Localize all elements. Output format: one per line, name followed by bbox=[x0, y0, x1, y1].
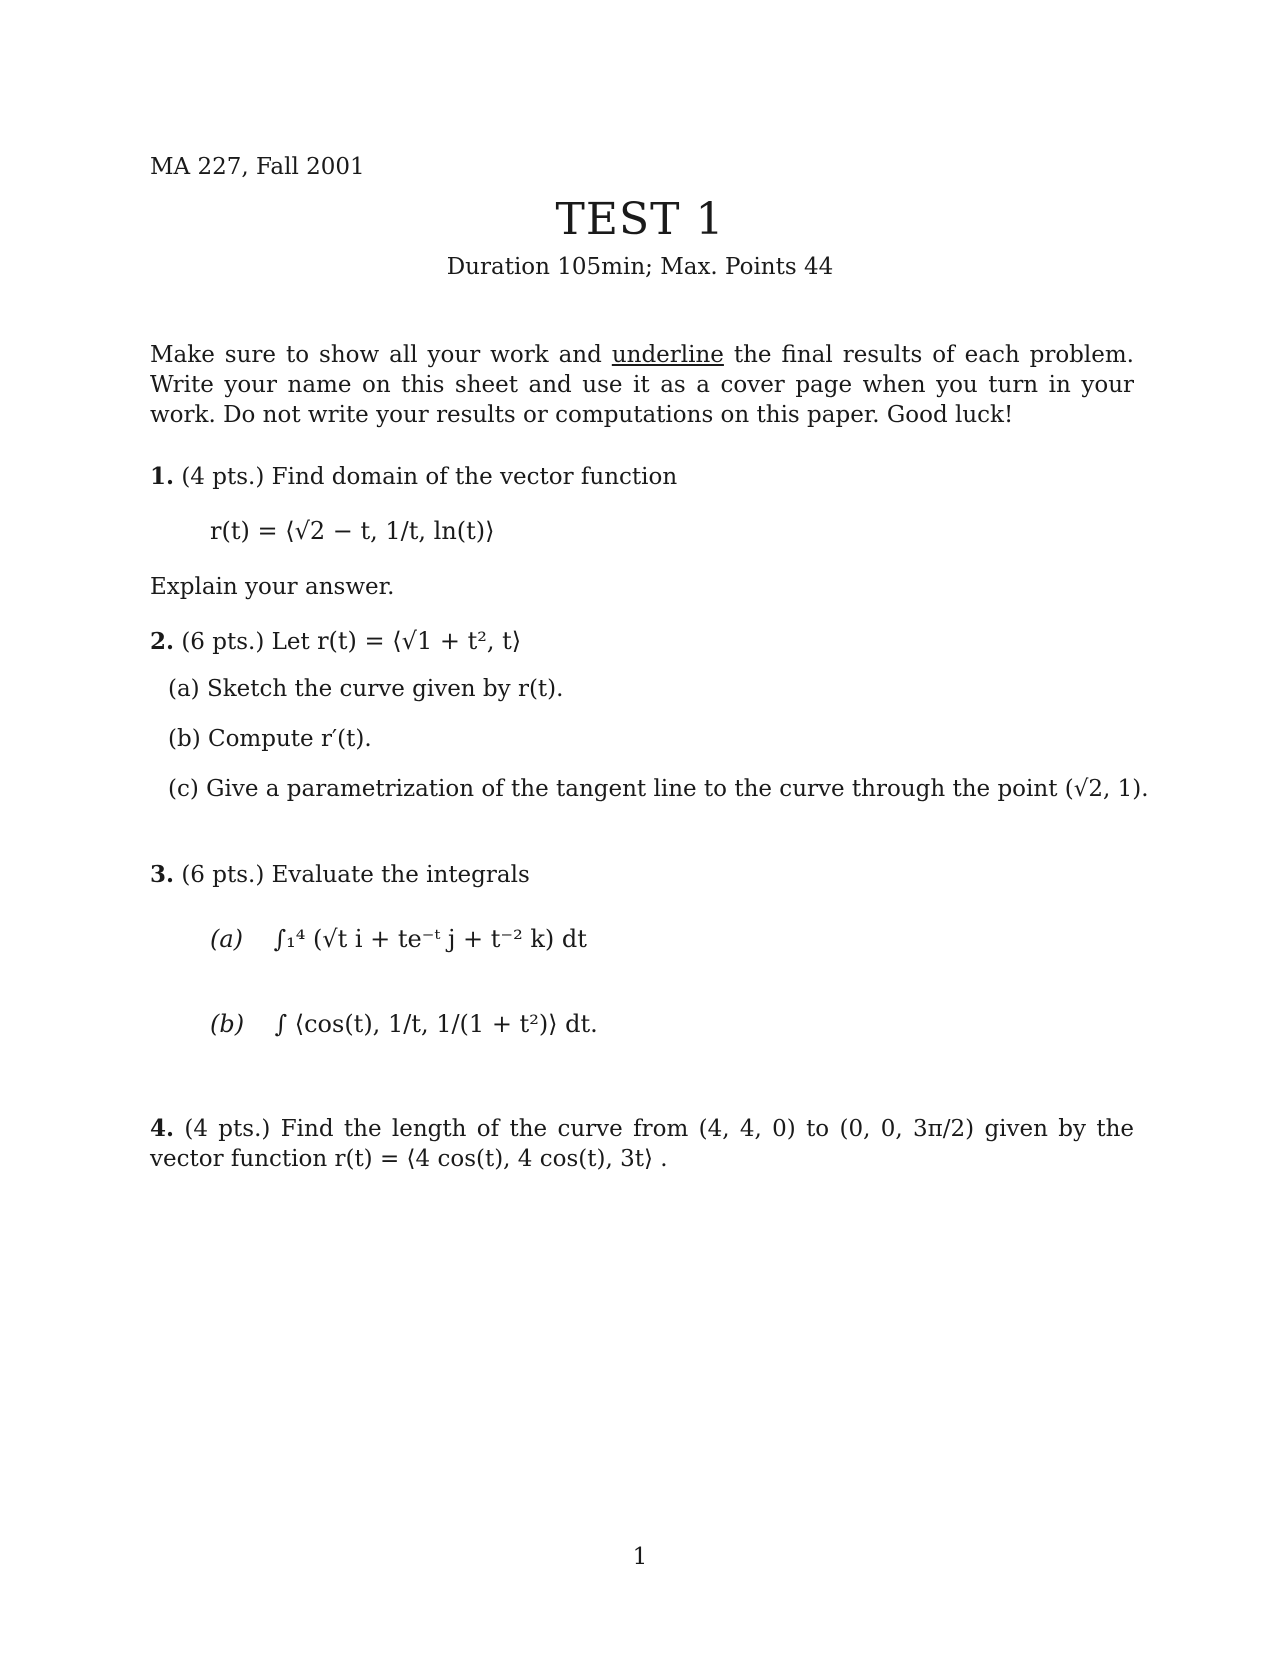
problem-1-number: 1. bbox=[150, 463, 175, 490]
problem-1-formula-text: r(t) = ⟨√2 − t, 1/t, ln(t)⟩ bbox=[210, 517, 495, 545]
instructions-part2: the final results of each problem. Write your name on this sheet and use it as a cover page when you turn in your work. Do not write your results or computations on this paper. Good luck! bbox=[150, 342, 1134, 428]
problem-1-header bbox=[150, 462, 677, 492]
problem-4-text: Find the length of the curve from (4, 4, 0) to (0, 0, 3π/2) given by the vector function r(t) = ⟨4 cos(t), 4 cos(t), 3t⟩ . bbox=[150, 1116, 1135, 1172]
page-title: TEST 1 bbox=[555, 194, 725, 245]
problem-1-after: Explain your answer. bbox=[150, 574, 395, 600]
problem-2-part-a-text: Sketch the curve given by r(t). bbox=[206, 676, 564, 702]
problem-3-part-b-label: (b) bbox=[210, 1010, 245, 1038]
problem-3-part-b-integral: ∫ ⟨cos(t), 1/t, 1/(1 + t²)⟩ dt. bbox=[274, 1010, 598, 1038]
problem-2-text: Let bbox=[271, 629, 310, 655]
problem-2-header bbox=[150, 626, 521, 657]
course-label: MA 227, Fall 2001 bbox=[150, 154, 365, 180]
problem-3-header bbox=[150, 860, 530, 890]
instructions-underlined: underline bbox=[611, 342, 724, 368]
problem-1-text: Find domain of the vector function bbox=[271, 464, 678, 490]
problem-3-part-a-integral: ∫₁⁴ (√t i + te⁻ᵗ j + t⁻² k) dt bbox=[273, 925, 587, 953]
problem-2-part-b-label: (b) bbox=[168, 726, 201, 752]
test-subtitle: Duration 105min; Max. Points 44 bbox=[446, 254, 834, 280]
problem-1-formula bbox=[210, 517, 495, 545]
problem-2-formula: r(t) = ⟨√1 + t², t⟩ bbox=[317, 627, 522, 655]
problem-2-part-b bbox=[168, 726, 372, 752]
problem-3-part-b bbox=[210, 1010, 598, 1038]
problem-2-part-c-label: (c) bbox=[168, 776, 199, 802]
problem-3-text: Evaluate the integrals bbox=[271, 862, 530, 888]
problem-2-part-c bbox=[168, 776, 1149, 802]
problem-4 bbox=[150, 1114, 1134, 1174]
instructions-part1: Make sure to show all your work and bbox=[150, 342, 612, 368]
problem-2-number: 2. bbox=[150, 628, 175, 655]
problem-2-points: (6 pts.) bbox=[181, 629, 265, 655]
page-number: 1 bbox=[632, 1544, 648, 1570]
instructions bbox=[150, 340, 1134, 430]
problem-2-part-c-text: Give a parametrization of the tangent line to the curve through the point (√2, 1). bbox=[206, 776, 1149, 802]
problem-2-part-b-text: Compute r′(t). bbox=[207, 726, 372, 752]
problem-4-points: (4 pts.) bbox=[184, 1116, 271, 1142]
problem-2-part-a bbox=[168, 676, 563, 702]
problem-3-part-a-label: (a) bbox=[210, 925, 244, 953]
problem-3-part-a bbox=[210, 925, 587, 953]
problem-4-number: 4. bbox=[150, 1115, 175, 1142]
problem-3-number: 3. bbox=[150, 861, 175, 888]
problem-1-points: (4 pts.) bbox=[181, 464, 265, 490]
problem-2-part-a-label: (a) bbox=[168, 676, 200, 702]
problem-3-points: (6 pts.) bbox=[181, 862, 265, 888]
